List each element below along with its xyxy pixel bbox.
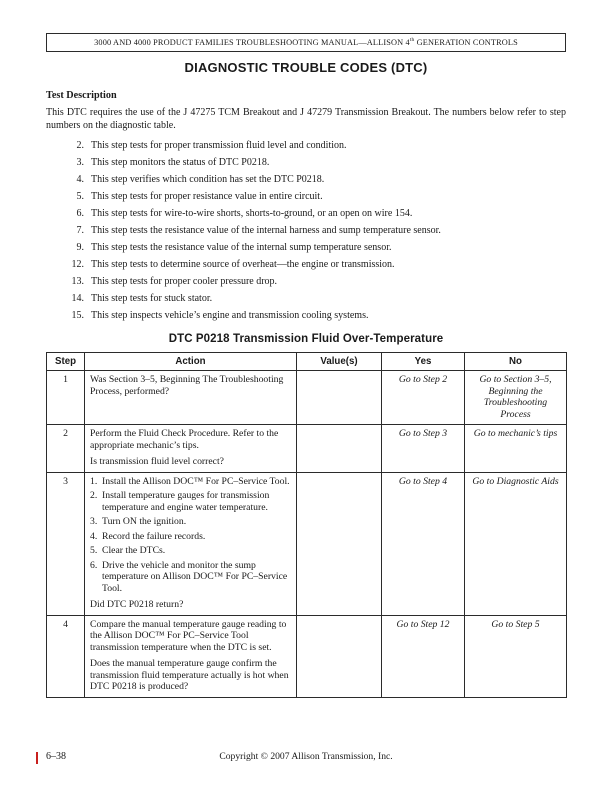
action-substep-number: 6. [90,559,98,571]
list-item [46,157,566,169]
cell-values [297,371,382,425]
action-paragraph: Did DTC P0218 return? [90,599,184,610]
action-substep [90,531,291,543]
content-area [46,90,566,698]
list-item-number: 13. [71,276,84,287]
list-item-number: 5. [76,191,84,202]
column-header: Yes [382,352,465,371]
list-item-number: 6. [76,208,84,219]
list-item-text: This step tests for proper resistance value in entire circuit. [91,191,323,202]
list-item-number: 12. [71,259,84,270]
list-item-text: This step tests the resistance value of the internal sump temperature sensor. [91,242,392,253]
action-substep-number: 1. [90,475,98,487]
table-row [47,472,567,615]
list-item [46,293,566,305]
dtc-table-body [47,371,567,698]
cell-no: Go to Diagnostic Aids [465,472,567,615]
page-title: DIAGNOSTIC TROUBLE CODES (DTC) [184,60,428,75]
action-substep-number: 4. [90,530,98,542]
list-item [46,276,566,288]
list-item-number: 4. [76,174,84,185]
dtc-table [46,352,567,698]
test-steps-list [46,140,566,322]
cell-action [85,425,297,473]
action-paragraph: Was Section 3–5, Beginning The Troubleshooting Process, performed? [90,374,284,397]
cell-yes: Go to Step 3 [382,425,465,473]
table-row [47,425,567,473]
cell-step: 1 [47,371,85,425]
cell-no: Go to Step 5 [465,615,567,697]
cell-action [85,472,297,615]
action-substep-text: Install temperature gauges for transmission temperature and engine water temperature. [102,490,270,513]
table-row [47,371,567,425]
header-banner-text: 3000 AND 4000 PRODUCT FAMILIES TROUBLESHOOTING MANUAL—ALLISON 4 [94,38,410,47]
action-substep-text: Clear the DTCs. [102,545,166,556]
cell-no: Go to Section 3–5, Beginning the Troubleshooting Process [465,371,567,425]
action-substep-text: Turn ON the ignition. [102,516,187,527]
list-item-text: This step verifies which condition has set the DTC P0218. [91,174,325,185]
cell-action [85,615,297,697]
action-substep-text: Record the failure records. [102,530,206,542]
cell-yes: Go to Step 12 [382,615,465,697]
copyright-notice: Copyright © 2007 Allison Transmission, Inc. [219,751,393,762]
cell-step: 4 [47,615,85,697]
cell-step: 3 [47,472,85,615]
action-paragraph: Perform the Fluid Check Procedure. Refer to the appropriate mechanic’s tips. [90,428,279,451]
column-header: No [465,352,567,371]
list-item-text: This step tests for proper cooler pressure drop. [91,276,278,287]
column-header: Step [47,352,85,371]
header-banner [46,33,566,52]
test-description-heading: Test Description [46,90,117,101]
list-item-text: This step tests the resistance value of the internal harness and sump temperature sensor. [91,225,441,236]
list-item-number: 9. [76,242,84,253]
list-item-number: 15. [71,310,84,321]
cell-no: Go to mechanic’s tips [465,425,567,473]
column-header: Action [85,352,297,371]
list-item-number: 14. [71,293,84,304]
test-description-intro: This DTC requires the use of the J 47275 TCM Breakout and J 47279 Transmission Breakout. The numbers below refer to step numbers on the diagnostic table. [46,107,566,131]
action-substep-number: 5. [90,545,98,556]
header-banner-superscript: th [409,37,415,44]
list-item [46,259,566,271]
table-header-row [47,352,567,371]
action-substep [90,560,291,595]
list-item [46,191,566,203]
action-substep-text: Install the Allison DOC™ For PC–Service Tool. [102,475,290,487]
list-item-text: This step tests for stuck stator. [91,293,213,304]
list-item [46,174,566,186]
list-item [46,242,566,254]
action-substep-text: Drive the vehicle and monitor the sump temperature on Allison DOC™ For PC–Service Tool. [102,559,288,594]
cell-step: 2 [47,425,85,473]
cell-yes: Go to Step 4 [382,472,465,615]
action-substep-number: 3. [90,516,98,527]
cell-action [85,371,297,425]
action-paragraph: Is transmission fluid level correct? [90,456,224,467]
action-substep [90,490,291,513]
action-substep-number: 2. [90,490,98,501]
list-item-number: 2. [76,140,84,151]
action-substep [90,545,291,557]
action-paragraph: Does the manual temperature gauge confirm the transmission fluid temperature actually is hot when DTC P0218 is produced? [90,658,289,692]
list-item-text: This step monitors the status of DTC P0218. [91,157,270,168]
list-item [46,140,566,152]
list-item-text: This step tests for wire-to-wire shorts, shorts-to-ground, or an open on wire 154. [91,208,413,219]
table-row [47,615,567,697]
list-item-number: 7. [76,225,84,236]
action-paragraph: Compare the manual temperature gauge reading to the Allison DOC™ For PC–Service Tool transmission temperature when the DTC is set. [90,618,287,653]
list-item [46,225,566,237]
action-substep [90,476,291,488]
list-item [46,208,566,220]
cell-values [297,425,382,473]
cell-values [297,615,382,697]
list-item-number: 3. [76,157,84,168]
page-number: 6–38 [46,751,66,762]
list-item-text: This step tests to determine source of overheat—the engine or transmission. [91,259,395,270]
action-substep [90,516,291,528]
cell-yes: Go to Step 2 [382,371,465,425]
list-item-text: This step inspects vehicle’s engine and transmission cooling systems. [91,310,369,321]
list-item-text: This step tests for proper transmission fluid level and condition. [91,140,347,151]
header-banner-text-end: GENERATION CONTROLS [414,38,518,47]
dtc-table-title: DTC P0218 Transmission Fluid Over-Temperature [168,332,444,345]
page-footer [0,750,612,770]
column-header: Value(s) [297,352,382,371]
list-item [46,310,566,322]
cell-values [297,472,382,615]
